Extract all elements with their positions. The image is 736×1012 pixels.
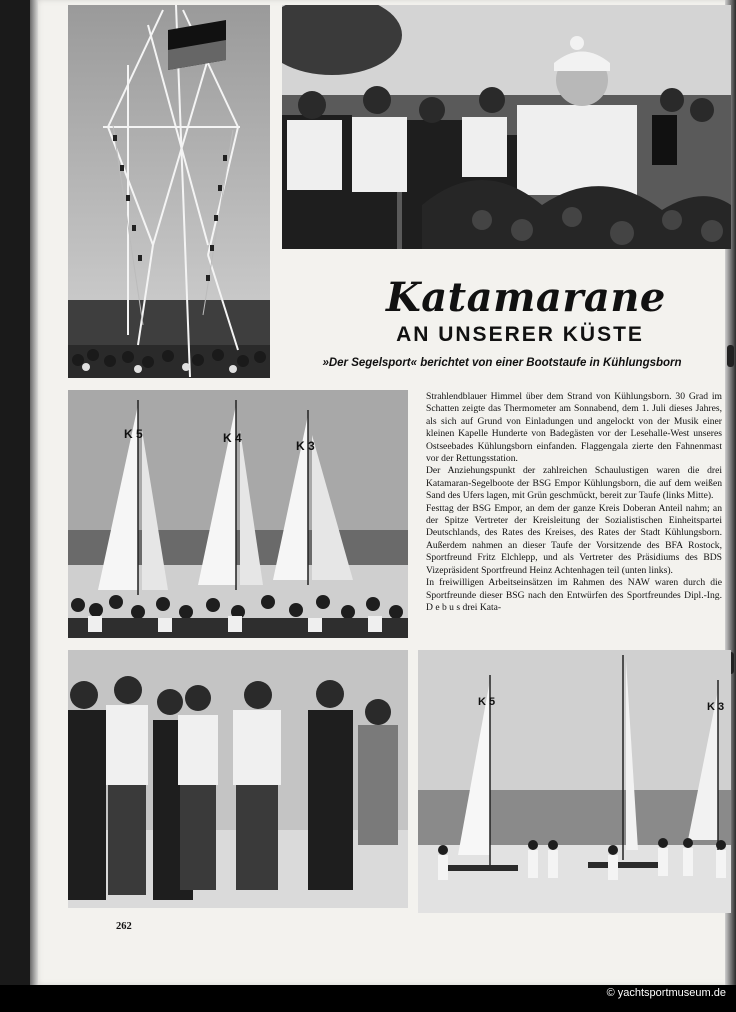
photo-catamarans-beach: [418, 650, 731, 913]
sail-number-k3-beach: K 3: [707, 701, 725, 713]
sail-number-k3: K 3: [296, 439, 315, 453]
copyright-watermark: © yachtsportmuseum.de: [606, 987, 726, 999]
photo-three-catamarans: [68, 390, 408, 638]
sail-number-k4: K 4: [223, 431, 242, 445]
article-paragraph: Strahlendblauer Himmel über dem Strand von Kühlungsborn. 30 Grad im Schatten zeigte das Thermometer am Sonnabend, dem 1. Juli dieses Jahres, als sich auf Grund von Einladungen und angelockt von der Musik einer kleinen Kapelle Hunderte von Badegästen vor der Lesehalle-West unseres Ostseebades Kühlungsborn einfanden. Flaggengala zierte den Fahnenmast vor der Rettungsstation.: [426, 391, 722, 465]
article-paragraph: Der Anziehungspunkt der zahlreichen Schaulustigen waren die drei Katamaran-Segelboote der BSG Empor Kühlungsborn, die auf dem weißen Sand des Ufers lagen, mit Grün geschmückt, bereit zur Taufe (links Mitte).: [426, 465, 722, 502]
page-edge-mark: [727, 345, 734, 367]
photo-flag-mast: [68, 5, 270, 378]
article-subheadline: AN UNSERER KÜSTE: [396, 323, 644, 346]
article-headline: Katamarane: [386, 274, 666, 321]
page-binding-shadow: [30, 0, 38, 985]
photo-crowd-ceremony: [282, 5, 731, 249]
photo-officials-group: [68, 650, 408, 908]
article-paragraph: In freiwilligen Arbeitseinsätzen im Rahmen des NAW waren durch die Sportfreunde dieser BSG nach den Entwürfen des Sportfreundes Dipl.-Ing. D e b u s drei Kata-: [426, 577, 722, 613]
sail-number-k5: K 5: [124, 427, 143, 441]
sail-number-k5-beach: K 5: [478, 696, 496, 708]
article-paragraph: Festtag der BSG Empor, an dem der ganze Kreis Doberan Anteil nahm; an der Spitze Vertreter der Kreisleitung der Sozialistischen Einheitspartei Deutschlands, des Rates des Kreises, des Rates der Stadt Kühlungsborn. Außerdem nahmen an dieser Taufe der Vorsitzende des BFA Rostock, Sportfreund Fritz Elchlepp, und als Vertreter des Präsidiums des BDS Vizepräsident Sportfreund Heinz Achtenhagen teil (unten links).: [426, 502, 722, 576]
article-dek: »Der Segelsport« berichtet von einer Bootstaufe in Kühlungsborn: [322, 357, 682, 369]
page-number: 262: [116, 921, 132, 932]
article-body: [426, 391, 722, 614]
